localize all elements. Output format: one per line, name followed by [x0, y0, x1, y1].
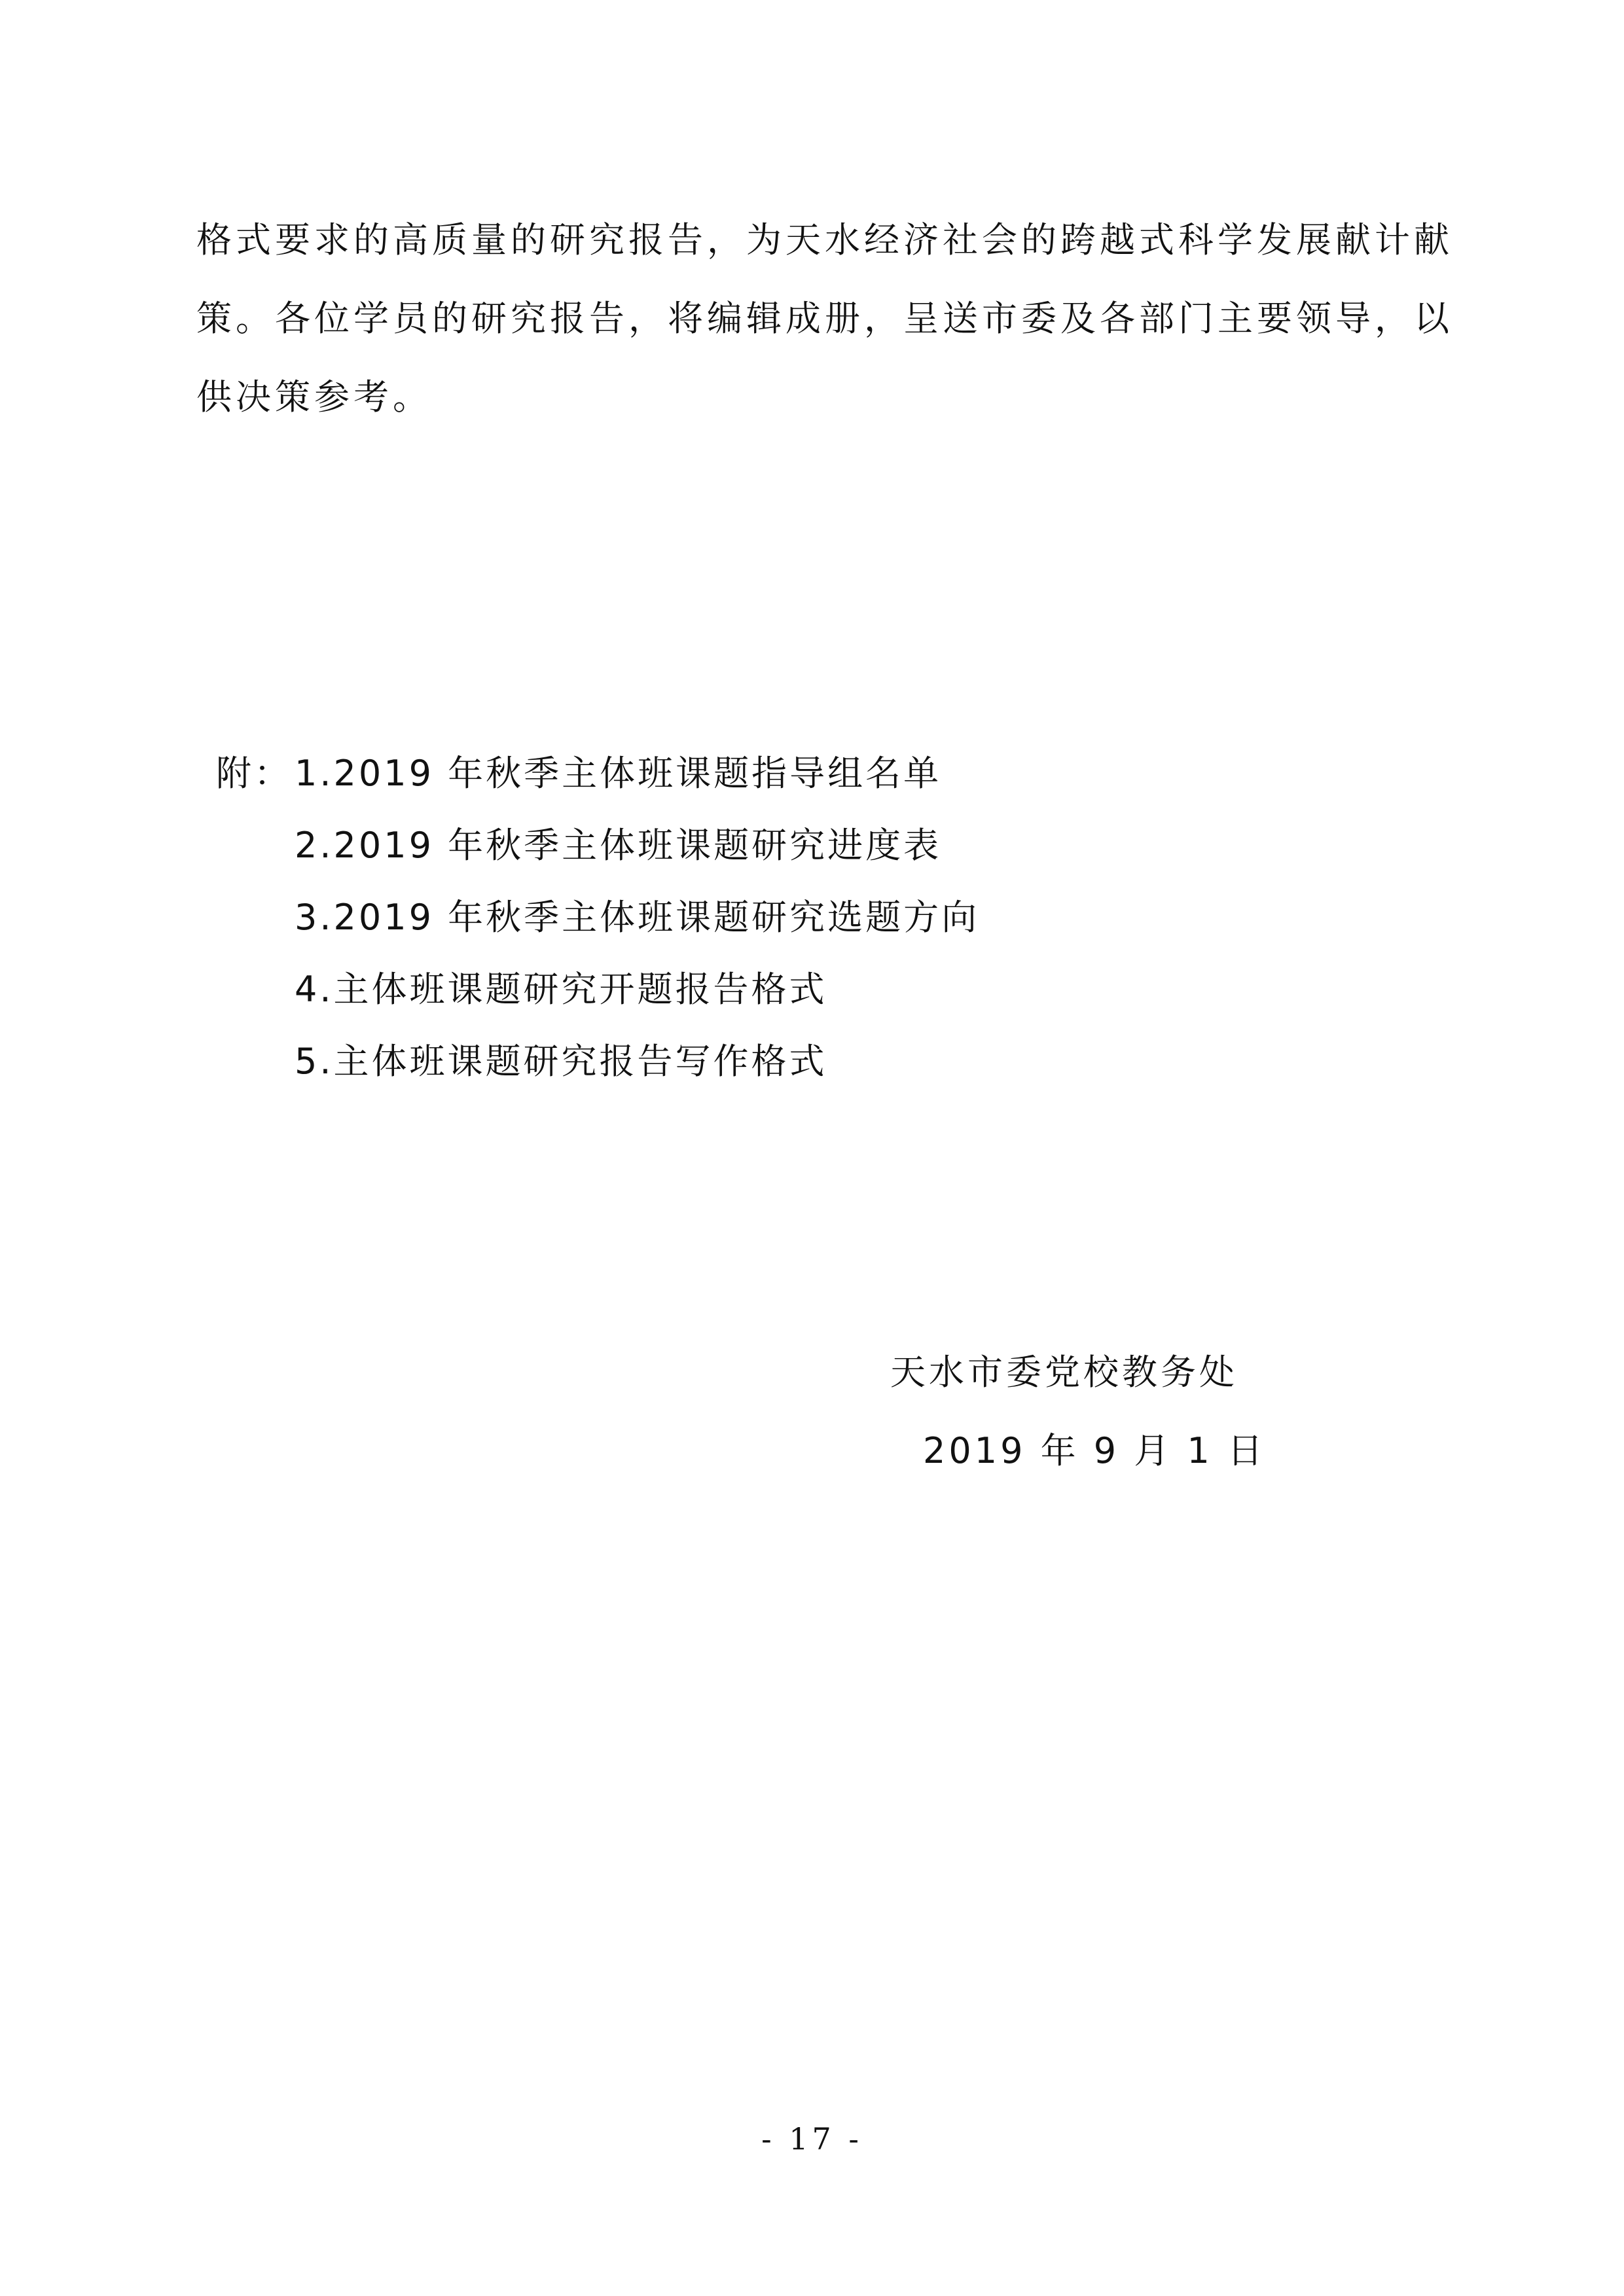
- attachments-prefix: 附：: [216, 753, 292, 794]
- body-line-3: 供决策参考。: [196, 376, 432, 418]
- body-line-1: 格式要求的高质量的研究报告，为天水经济社会的跨越式科学发展献计献: [196, 219, 1453, 260]
- attachment-item-4: 4.主体班课题研究开题报告格式: [295, 969, 827, 1010]
- attachment-item-2: 2.2019 年秋季主体班课题研究进度表: [295, 825, 942, 866]
- body-line-2: 策。各位学员的研究报告，将编辑成册，呈送市委及各部门主要领导，以: [196, 298, 1453, 339]
- attachment-item-1: 1.2019 年秋季主体班课题指导组名单: [295, 753, 942, 794]
- attachment-item-3: 3.2019 年秋季主体班课题研究选题方向: [295, 897, 980, 938]
- signature-date: 2019 年 9 月 1 日: [923, 1430, 1266, 1471]
- page-number: - 17 -: [761, 2121, 863, 2157]
- signature-organization: 天水市委党校教务处: [890, 1352, 1238, 1393]
- attachment-item-5: 5.主体班课题研究报告写作格式: [295, 1041, 827, 1082]
